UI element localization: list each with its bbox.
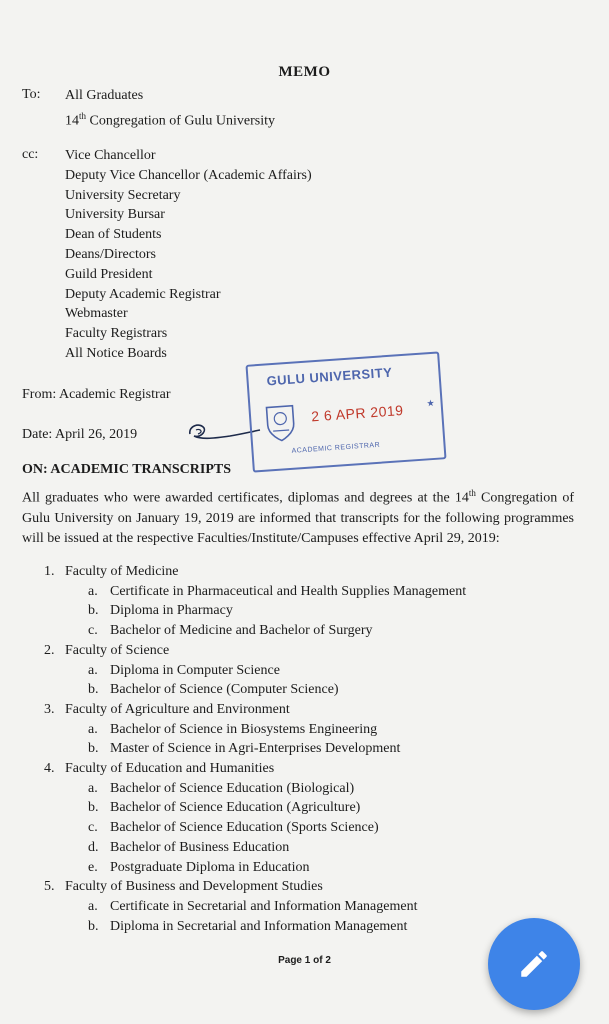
faculty-list xyxy=(44,562,584,936)
faculty-number: 1. xyxy=(44,564,55,579)
programme-item xyxy=(44,601,584,621)
programme-letter: d. xyxy=(88,839,99,855)
faculty-item xyxy=(44,700,584,720)
programme-letter: a. xyxy=(88,721,98,737)
memo-body: All graduates who were awarded certificates, diplomas and degrees at the 14th Congregation of Gulu University on January 19, 2019 are informed that transcripts for the following programmes will be issued at the respective Faculties/Institute/Campuses effective April 29, 2019: xyxy=(22,488,574,546)
programme-name: Bachelor of Medicine and Bachelor of Surgery xyxy=(110,623,373,639)
cc-recipient: Deputy Vice Chancellor (Academic Affairs) xyxy=(65,167,312,183)
faculty-name: Faculty of Science xyxy=(65,642,170,658)
from-line: From: Academic Registrar xyxy=(22,387,171,402)
programme-letter: c. xyxy=(88,623,98,639)
faculty-name: Faculty of Agriculture and Environment xyxy=(65,701,290,717)
faculty-number: 5. xyxy=(44,879,55,895)
pencil-edit-icon xyxy=(517,947,551,981)
star-icon: ★ xyxy=(426,397,436,409)
university-crest-icon xyxy=(260,401,301,446)
official-stamp xyxy=(245,351,446,472)
stamp-date: 2 6 APR 2019 xyxy=(310,402,404,425)
stamp-office: ACADEMIC REGISTRAR xyxy=(291,441,381,455)
programme-item xyxy=(44,680,584,700)
to-recipient: All Graduates xyxy=(65,88,144,103)
programme-name: Diploma in Pharmacy xyxy=(110,603,233,619)
cc-recipient: University Bursar xyxy=(65,207,165,223)
to-label: To: xyxy=(22,87,41,102)
faculty-item xyxy=(44,641,584,661)
faculty-item xyxy=(44,562,584,582)
programme-item xyxy=(44,739,584,759)
edit-button[interactable] xyxy=(488,918,580,1010)
programme-letter: b. xyxy=(88,918,99,934)
programme-letter: a. xyxy=(88,780,98,796)
to-recipient-congregation: 14th Congregation of Gulu University xyxy=(65,111,275,129)
cc-recipient: Deans/Directors xyxy=(65,246,156,262)
faculty-item xyxy=(44,759,584,779)
programme-name: Bachelor of Business Education xyxy=(110,839,290,855)
programme-item xyxy=(44,582,584,602)
programme-item xyxy=(44,838,584,858)
programme-item xyxy=(44,798,584,818)
cc-list xyxy=(65,146,312,364)
faculty-name: Faculty of Business and Development Studies xyxy=(65,879,323,895)
cc-recipient: Faculty Registrars xyxy=(65,326,168,342)
faculty-number: 4. xyxy=(44,761,55,777)
programme-letter: c. xyxy=(88,820,98,836)
cc-recipient: Webmaster xyxy=(65,306,128,322)
memo-title: MEMO xyxy=(278,64,331,80)
programme-name: Bachelor of Science in Biosystems Engineering xyxy=(110,721,378,737)
programme-name: Bachelor of Science Education (Agriculture) xyxy=(110,800,361,816)
programme-letter: a. xyxy=(88,662,98,678)
programme-letter: b. xyxy=(88,800,99,816)
programme-name: Certificate in Secretarial and Information Management xyxy=(110,898,418,914)
date-line: Date: April 26, 2019 xyxy=(22,427,138,442)
programme-item xyxy=(44,661,584,681)
programme-name: Master of Science in Agri-Enterprises Development xyxy=(110,741,401,757)
programme-name: Bachelor of Science (Computer Science) xyxy=(110,682,339,698)
faculty-item xyxy=(44,877,584,897)
programme-name: Postgraduate Diploma in Education xyxy=(110,859,310,875)
cc-recipient: All Notice Boards xyxy=(65,345,167,361)
cc-recipient: University Secretary xyxy=(65,187,181,203)
programme-letter: a. xyxy=(88,583,98,599)
programme-item xyxy=(44,621,584,641)
faculty-number: 2. xyxy=(44,642,55,658)
stamp-title: GULU UNIVERSITY xyxy=(266,364,393,389)
programme-name: Diploma in Computer Science xyxy=(110,662,280,678)
programme-item xyxy=(44,818,584,838)
faculty-name: Faculty of Medicine xyxy=(65,564,179,579)
programme-letter: e. xyxy=(88,859,98,875)
cc-recipient: Deputy Academic Registrar xyxy=(65,286,221,302)
cc-recipient: Guild President xyxy=(65,266,153,282)
programme-name: Bachelor of Science Education (Biological) xyxy=(110,780,355,796)
cc-recipient: Dean of Students xyxy=(65,227,162,243)
faculty-name: Faculty of Education and Humanities xyxy=(65,761,275,777)
programme-item xyxy=(44,897,584,917)
faculty-number: 3. xyxy=(44,701,55,717)
programme-item xyxy=(44,858,584,878)
programme-name: Diploma in Secretarial and Information Management xyxy=(110,918,408,934)
programme-item xyxy=(44,779,584,799)
cc-label: cc: xyxy=(22,147,39,162)
programme-letter: b. xyxy=(88,741,99,757)
programme-letter: a. xyxy=(88,898,98,914)
programme-letter: b. xyxy=(88,603,99,619)
cc-recipient: Vice Chancellor xyxy=(65,148,156,163)
memo-subject: ON: ACADEMIC TRANSCRIPTS xyxy=(22,462,231,477)
programme-name: Certificate in Pharmaceutical and Health Supplies Management xyxy=(110,583,467,599)
programme-name: Bachelor of Science Education (Sports Science) xyxy=(110,820,379,836)
programme-letter: b. xyxy=(88,682,99,698)
programme-item xyxy=(44,720,584,740)
page-number: Page 1 of 2 xyxy=(278,955,331,966)
